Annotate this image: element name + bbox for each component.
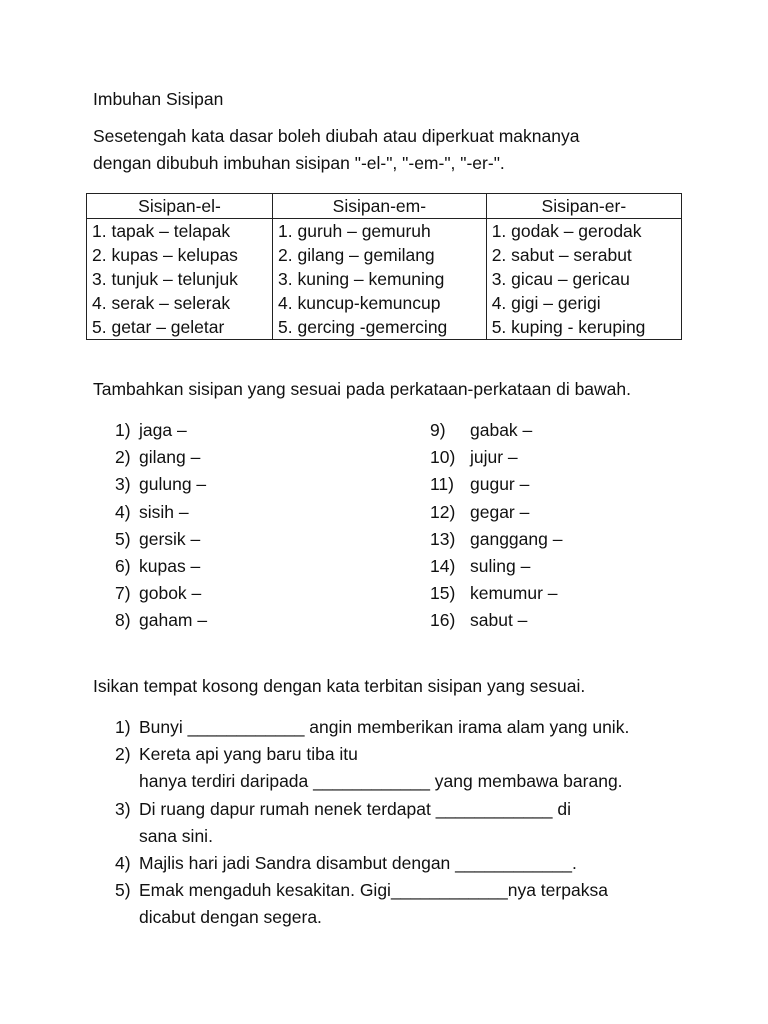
header-sisipan-er: Sisipan-er-: [486, 194, 681, 219]
list-item: [430, 499, 562, 526]
example-pair: 1. godak – gerodak: [491, 221, 642, 241]
item-number: 4): [115, 501, 131, 522]
list-item: [430, 553, 562, 580]
item-number: 3): [115, 798, 131, 819]
item-word: gulung –: [139, 474, 207, 495]
word-list-left: [115, 417, 207, 635]
item-number: 11): [430, 474, 454, 495]
sentence-text: Kereta api yang baru tiba itu hanya terdiri daripada ____________ yang membawa barang.: [139, 744, 623, 792]
example-pair: 1. tapak – telapak: [92, 221, 231, 241]
list-item: [430, 417, 562, 444]
list-item: [115, 499, 207, 526]
exercise2-sentences: [93, 714, 693, 932]
word-list-right: [430, 417, 562, 635]
affix-table-header-row: [87, 194, 682, 219]
exercise2-instruction: Isikan tempat kosong dengan kata terbitan sisipan yang sesuai.: [93, 676, 586, 696]
example-pair: 1. guruh – gemuruh: [278, 221, 431, 241]
example-pair: 4. gigi – gerigi: [491, 293, 601, 313]
item-number: 13): [430, 528, 456, 549]
item-word: sabut –: [470, 610, 528, 631]
example-pair: 2. gilang – gemilang: [278, 245, 435, 265]
list-item: [430, 471, 562, 498]
item-number: 3): [115, 474, 131, 495]
sentence-text: Emak mengaduh kesakitan. Gigi____________nya terpaksa dicabut dengan segera.: [139, 880, 608, 928]
item-word: gaham –: [139, 610, 208, 631]
item-word: kupas –: [139, 555, 201, 576]
list-item: [115, 580, 207, 607]
list-item: [115, 417, 207, 444]
item-number: 2): [115, 447, 131, 468]
item-number: 2): [115, 744, 131, 765]
intro-line: dengan dibubuh imbuhan sisipan "-el-", "-em-", "-er-".: [93, 152, 505, 173]
sentence-text: Majlis hari jadi Sandra disambut dengan ____________.: [139, 853, 577, 874]
item-number: 7): [115, 583, 131, 604]
list-item: [430, 444, 562, 471]
sentence-item: [93, 741, 693, 795]
item-number: 16): [430, 610, 456, 631]
item-number: 15): [430, 583, 456, 604]
item-word: gegar –: [470, 501, 530, 522]
example-pair: 3. kuning – kemuning: [278, 269, 445, 289]
exercise1-instruction: Tambahkan sisipan yang sesuai pada perkataan-perkataan di bawah.: [93, 379, 631, 399]
item-word: gobok –: [139, 583, 202, 604]
sentence-item: [93, 796, 693, 850]
column-sisipan-em: [273, 219, 487, 340]
example-pair: 3. tunjuk – telunjuk: [92, 269, 238, 289]
example-pair: 4. kuncup-kemuncup: [278, 293, 441, 313]
list-item: [430, 607, 562, 634]
item-number: 12): [430, 501, 456, 522]
example-pair: 5. kuping - keruping: [491, 317, 646, 337]
exercise1-section: [93, 378, 713, 401]
item-word: gersik –: [139, 528, 201, 549]
affix-table-row: [87, 219, 682, 340]
list-item: [115, 471, 207, 498]
example-pair: 5. gercing -gemercing: [278, 317, 448, 337]
sentence-text: Di ruang dapur rumah nenek terdapat ____________ di sana sini.: [139, 798, 571, 846]
item-number: 4): [115, 853, 131, 874]
exercise1-word-list: [93, 417, 713, 637]
item-word: kemumur –: [470, 583, 558, 604]
example-pair: 5. getar – geletar: [92, 317, 225, 337]
item-number: 1): [115, 420, 131, 440]
list-item: [430, 526, 562, 553]
item-number: 5): [115, 880, 131, 901]
header-sisipan-em: Sisipan-em-: [273, 194, 487, 219]
item-word: gilang –: [139, 447, 201, 468]
affix-table: [86, 193, 682, 340]
list-item: [115, 607, 207, 634]
example-pair: 3. gicau – gericau: [491, 269, 630, 289]
worksheet-title: Imbuhan Sisipan: [93, 89, 224, 109]
sentence-item: [93, 714, 693, 741]
header-sisipan-el: Sisipan-el-: [87, 194, 273, 219]
item-word: ganggang –: [470, 528, 563, 549]
intro-paragraph: [93, 123, 693, 177]
list-item: [115, 444, 207, 471]
list-item: [430, 580, 562, 607]
list-item: [115, 526, 207, 553]
exercise2-section: [93, 675, 713, 698]
sentence-item: [93, 850, 693, 877]
item-word: jaga –: [139, 420, 187, 440]
example-pair: 4. serak – selerak: [92, 293, 231, 313]
sentence-item: [93, 877, 693, 931]
item-number: 6): [115, 555, 131, 576]
item-number: 10): [430, 447, 456, 468]
item-number: 8): [115, 610, 131, 631]
example-pair: 2. kupas – kelupas: [92, 245, 238, 265]
item-number: 1): [115, 717, 131, 737]
column-sisipan-er: [486, 219, 681, 340]
item-word: gabak –: [470, 420, 533, 440]
item-number: 9): [430, 420, 446, 440]
item-number: 5): [115, 528, 131, 549]
list-item: [115, 553, 207, 580]
worksheet-header: [93, 88, 693, 187]
item-word: gugur –: [470, 474, 530, 495]
intro-line: Sesetengah kata dasar boleh diubah atau diperkuat maknanya: [93, 125, 580, 146]
example-pair: 2. sabut – serabut: [491, 245, 632, 265]
item-number: 14): [430, 555, 456, 576]
item-word: sisih –: [139, 501, 189, 522]
sentence-text: Bunyi ____________ angin memberikan irama alam yang unik.: [139, 717, 630, 737]
item-word: jujur –: [470, 447, 518, 468]
column-sisipan-el: [87, 219, 273, 340]
item-word: suling –: [470, 555, 531, 576]
